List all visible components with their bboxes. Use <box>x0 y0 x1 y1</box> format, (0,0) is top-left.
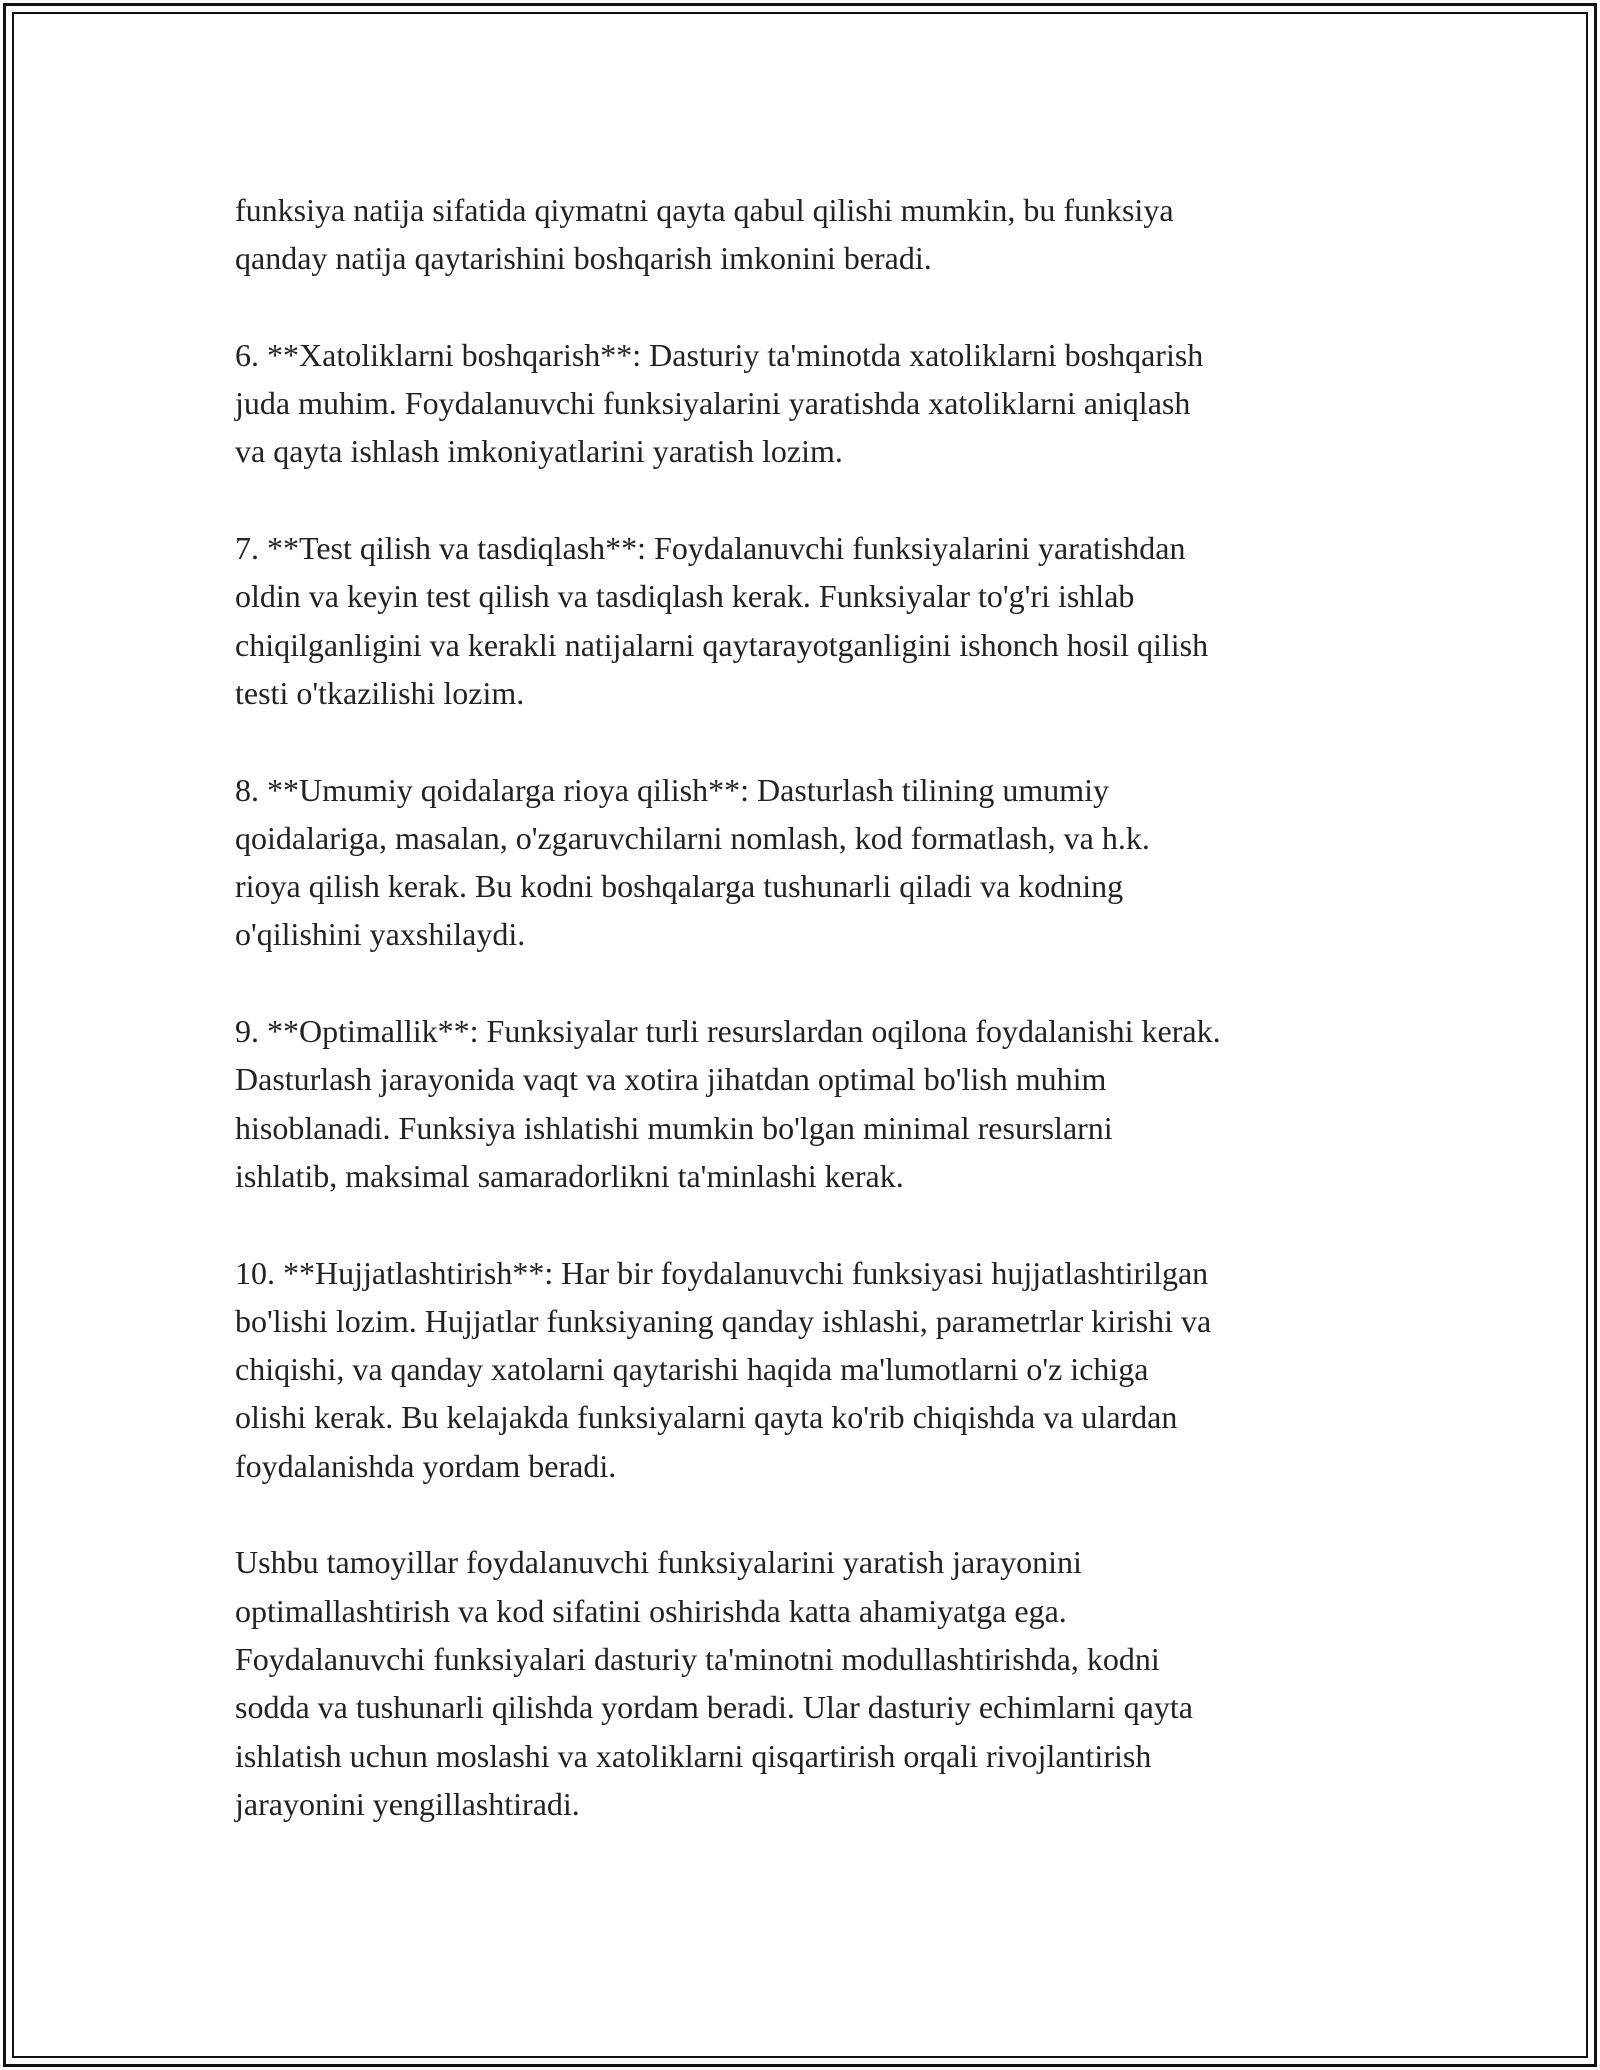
text-line: 7. **Test qilish va tasdiqlash**: Foydalanuvchi funksiyalarini yaratishdan <box>235 530 1186 567</box>
text-line: chiqishi, va qanday xatolarni qaytarishi haqida ma'lumotlarni o'z ichiga <box>235 1351 1149 1388</box>
document-body <box>235 186 1385 1876</box>
text-line: 6. **Xatoliklarni boshqarish**: Dasturiy ta'minotda xatoliklarni boshqarish <box>235 336 1204 373</box>
text-line: olishi kerak. Bu kelajakda funksiyalarni qayta ko'rib chiqishda va ulardan <box>235 1399 1178 1436</box>
text-line: o'qilishini yaxshilaydi. <box>235 916 526 953</box>
paragraph-item-7 <box>235 524 1385 717</box>
text-line: rioya qilish kerak. Bu kodni boshqalarga tushunarli qiladi va kodning <box>235 868 1124 905</box>
text-line: sodda va tushunarli qilishda yordam beradi. Ular dasturiy echimlarni qayta <box>235 1689 1193 1726</box>
paragraph-conclusion <box>235 1538 1385 1828</box>
text-line: Ushbu tamoyillar foydalanuvchi funksiyalarini yaratish jarayonini <box>235 1544 1082 1581</box>
text-line: foydalanishda yordam beradi. <box>235 1447 617 1484</box>
text-line: optimallashtirish va kod sifatini oshirishda katta ahamiyatga ega. <box>235 1592 1067 1629</box>
text-line: juda muhim. Foydalanuvchi funksiyalarini yaratishda xatoliklarni aniqlash <box>235 385 1191 422</box>
paragraph-continuation <box>235 186 1385 283</box>
text-line: 8. **Umumiy qoidalarga rioya qilish**: Dasturlash tilining umumiy <box>235 771 1109 808</box>
text-line: jarayonini yengillashtiradi. <box>235 1785 580 1822</box>
text-line: Foydalanuvchi funksiyalari dasturiy ta'minotni modullashtirishda, kodni <box>235 1640 1160 1677</box>
paragraph-item-8 <box>235 766 1385 959</box>
text-line: oldin va keyin test qilish va tasdiqlash kerak. Funksiyalar to'g'ri ishlab <box>235 578 1135 615</box>
text-line: bo'lishi lozim. Hujjatlar funksiyaning qanday ishlashi, parametrlar kirishi va <box>235 1302 1212 1339</box>
text-line: va qayta ishlash imkoniyatlarini yaratish lozim. <box>235 433 843 470</box>
paragraph-item-10 <box>235 1249 1385 1490</box>
text-line: 9. **Optimallik**: Funksiyalar turli resurslardan oqilona foydalanishi kerak. <box>235 1013 1221 1050</box>
paragraph-item-6 <box>235 331 1385 476</box>
text-line: 10. **Hujjatlashtirish**: Har bir foydalanuvchi funksiyasi hujjatlashtirilgan <box>235 1254 1209 1291</box>
text-line: hisoblanadi. Funksiya ishlatishi mumkin bo'lgan minimal resurslarni <box>235 1109 1113 1146</box>
text-line: chiqilganligini va kerakli natijalarni qaytarayotganligini ishonch hosil qilish <box>235 626 1209 663</box>
text-line: qanday natija qaytarishini boshqarish imkonini beradi. <box>235 240 932 277</box>
paragraph-item-9 <box>235 1007 1385 1200</box>
text-line: testi o'tkazilishi lozim. <box>235 674 525 711</box>
text-line: ishlatib, maksimal samaradorlikni ta'minlashi kerak. <box>235 1157 904 1194</box>
text-line: qoidalariga, masalan, o'zgaruvchilarni nomlash, kod formatlash, va h.k. <box>235 819 1150 856</box>
text-line: ishlatish uchun moslashi va xatoliklarni qisqartirish orqali rivojlantirish <box>235 1737 1152 1774</box>
text-line: funksiya natija sifatida qiymatni qayta qabul qilishi mumkin, bu funksiya <box>235 192 1174 228</box>
text-line: Dasturlash jarayonida vaqt va xotira jihatdan optimal bo'lish muhim <box>235 1061 1107 1098</box>
